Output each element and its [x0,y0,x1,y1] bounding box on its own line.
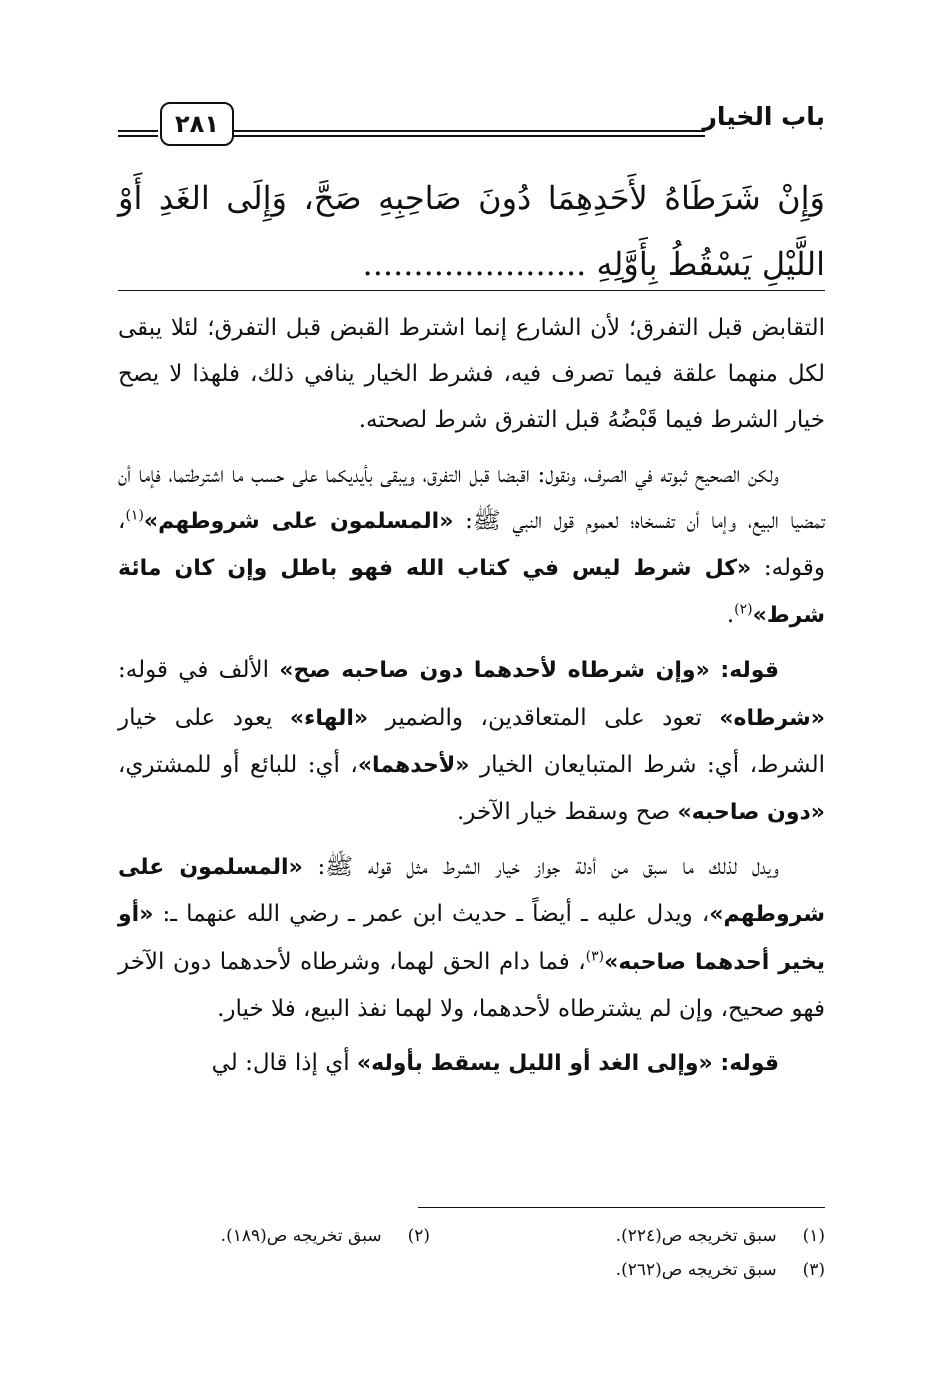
footnote-1 [616,1220,825,1252]
text: أي إذا قال: لي [211,1050,357,1077]
text: يعود على خيار الشرط، أي: شرط المتبايعان الخيار [118,704,825,778]
header-rule-left [118,130,158,137]
footnote-row [118,1220,825,1254]
header-rule-right [232,130,705,137]
text: ، وقوله: [118,507,825,582]
hadith-quote: «كل شرط ليس في كتاب الله فهو باطل وإن كان مائة شرط» [118,556,825,629]
footnote-row [118,1254,825,1288]
footnote-ref: (١) [125,507,144,524]
bold-term: «شرطاه» [719,705,825,731]
text: صح وسقط خيار الآخر. [457,799,678,826]
paragraph-1: التقابض قبل التفرق؛ لأن الشارع إنما اشترط القبض قبل التفرق؛ لئلا يبقى لكل منهما علقة فيما تصرف فيه، فشرط الخيار ينافي ذلك، فلهذا لا يصح خيار الشرط فيما قَبْضُهُ قبل التفرق شرط لصحته. [118,315,825,434]
bold-term: «لأحدهما» [357,752,470,778]
matn-line-1: وَإِنْ شَرَطَاهُ لأَحَدِهِمَا دُونَ صَاحِبِهِ صَحَّ، وَإِلَى الغَدِ أَوْ [118,179,825,217]
footnote-3 [616,1254,825,1286]
matn-text [118,165,825,297]
text: ولكن الصحيح ثبوته في الصرف، ونقول: اقبضا قبل التفرق، ويبقى بأيديكما على حسب ما اشترطتما، فإما أن تمضيا البيع، وإما أن تفسخاه؛ لعموم قول النبي ﷺ: [118,461,825,534]
footnote-text: سبق تخريجه ص(٢٦٢). [615,1260,777,1280]
text: تعود على المتعاقدين، والضمير [368,704,720,731]
hadith-quote: «أو يخير أحدهما صاحبه» [118,902,825,975]
chapter-title: باب الخيار [702,102,825,131]
footnote-ref: (٣) [585,947,605,964]
text: ويدل لذلك ما سبق من أدلة جواز خيار الشرط مثل قوله ﷺ: [302,854,779,881]
footnote-text: سبق تخريجه ص(١٨٩). [220,1226,382,1246]
matn-divider [118,290,825,291]
footnote-ref: (٢) [734,601,753,618]
matn-quote: قوله: «وإن شرطاه لأحدهما دون صاحبه صح» [279,658,779,684]
footnote-divider [418,1207,825,1208]
footnote-number: (٣) [802,1260,825,1280]
paragraph-2 [118,452,825,640]
footnote-number: (١) [802,1226,825,1246]
paragraph-3 [118,647,825,836]
text: . [726,602,735,629]
footnote-number: (٢) [407,1226,430,1246]
hadith-quote: «المسلمون على شروطهم» [143,508,454,534]
bold-term: «الهاء» [289,705,369,731]
footnote-text: سبق تخريجه ص(٢٢٤). [615,1226,777,1246]
text: ، ويدل عليه ـ أيضاً ـ حديث ابن عمر ـ رضي الله عنهما ـ: [153,901,710,928]
page-number: ٢٨١ [160,102,234,146]
footnote-2 [221,1220,430,1252]
text: ، أي: للبائع أو للمشتري، [118,751,358,778]
footnotes [118,1220,825,1288]
bold-term: «دون صاحبه» [677,800,825,826]
page-header [118,100,825,156]
matn-quote: قوله: «وإلى الغد أو الليل يسقط بأوله» [356,1051,779,1077]
matn-line-2: اللَّيْلِ يَسْقُطُ بِأَوَّلِهِ ...................... [362,245,825,283]
commentary [118,305,825,1095]
text: ، فما دام الحق لهما، وشرطاه لأحدهما دون الآخر فهو صحيح، وإن لم يشترطاه لأحدهما، ولا لهما نفذ البيع، فلا خيار. [118,948,825,1022]
text: الألف في قوله: [118,657,280,684]
hadith-quote: «المسلمون على شروطهم» [118,855,825,928]
paragraph-5 [118,1040,825,1087]
paragraph-4 [118,844,825,1032]
